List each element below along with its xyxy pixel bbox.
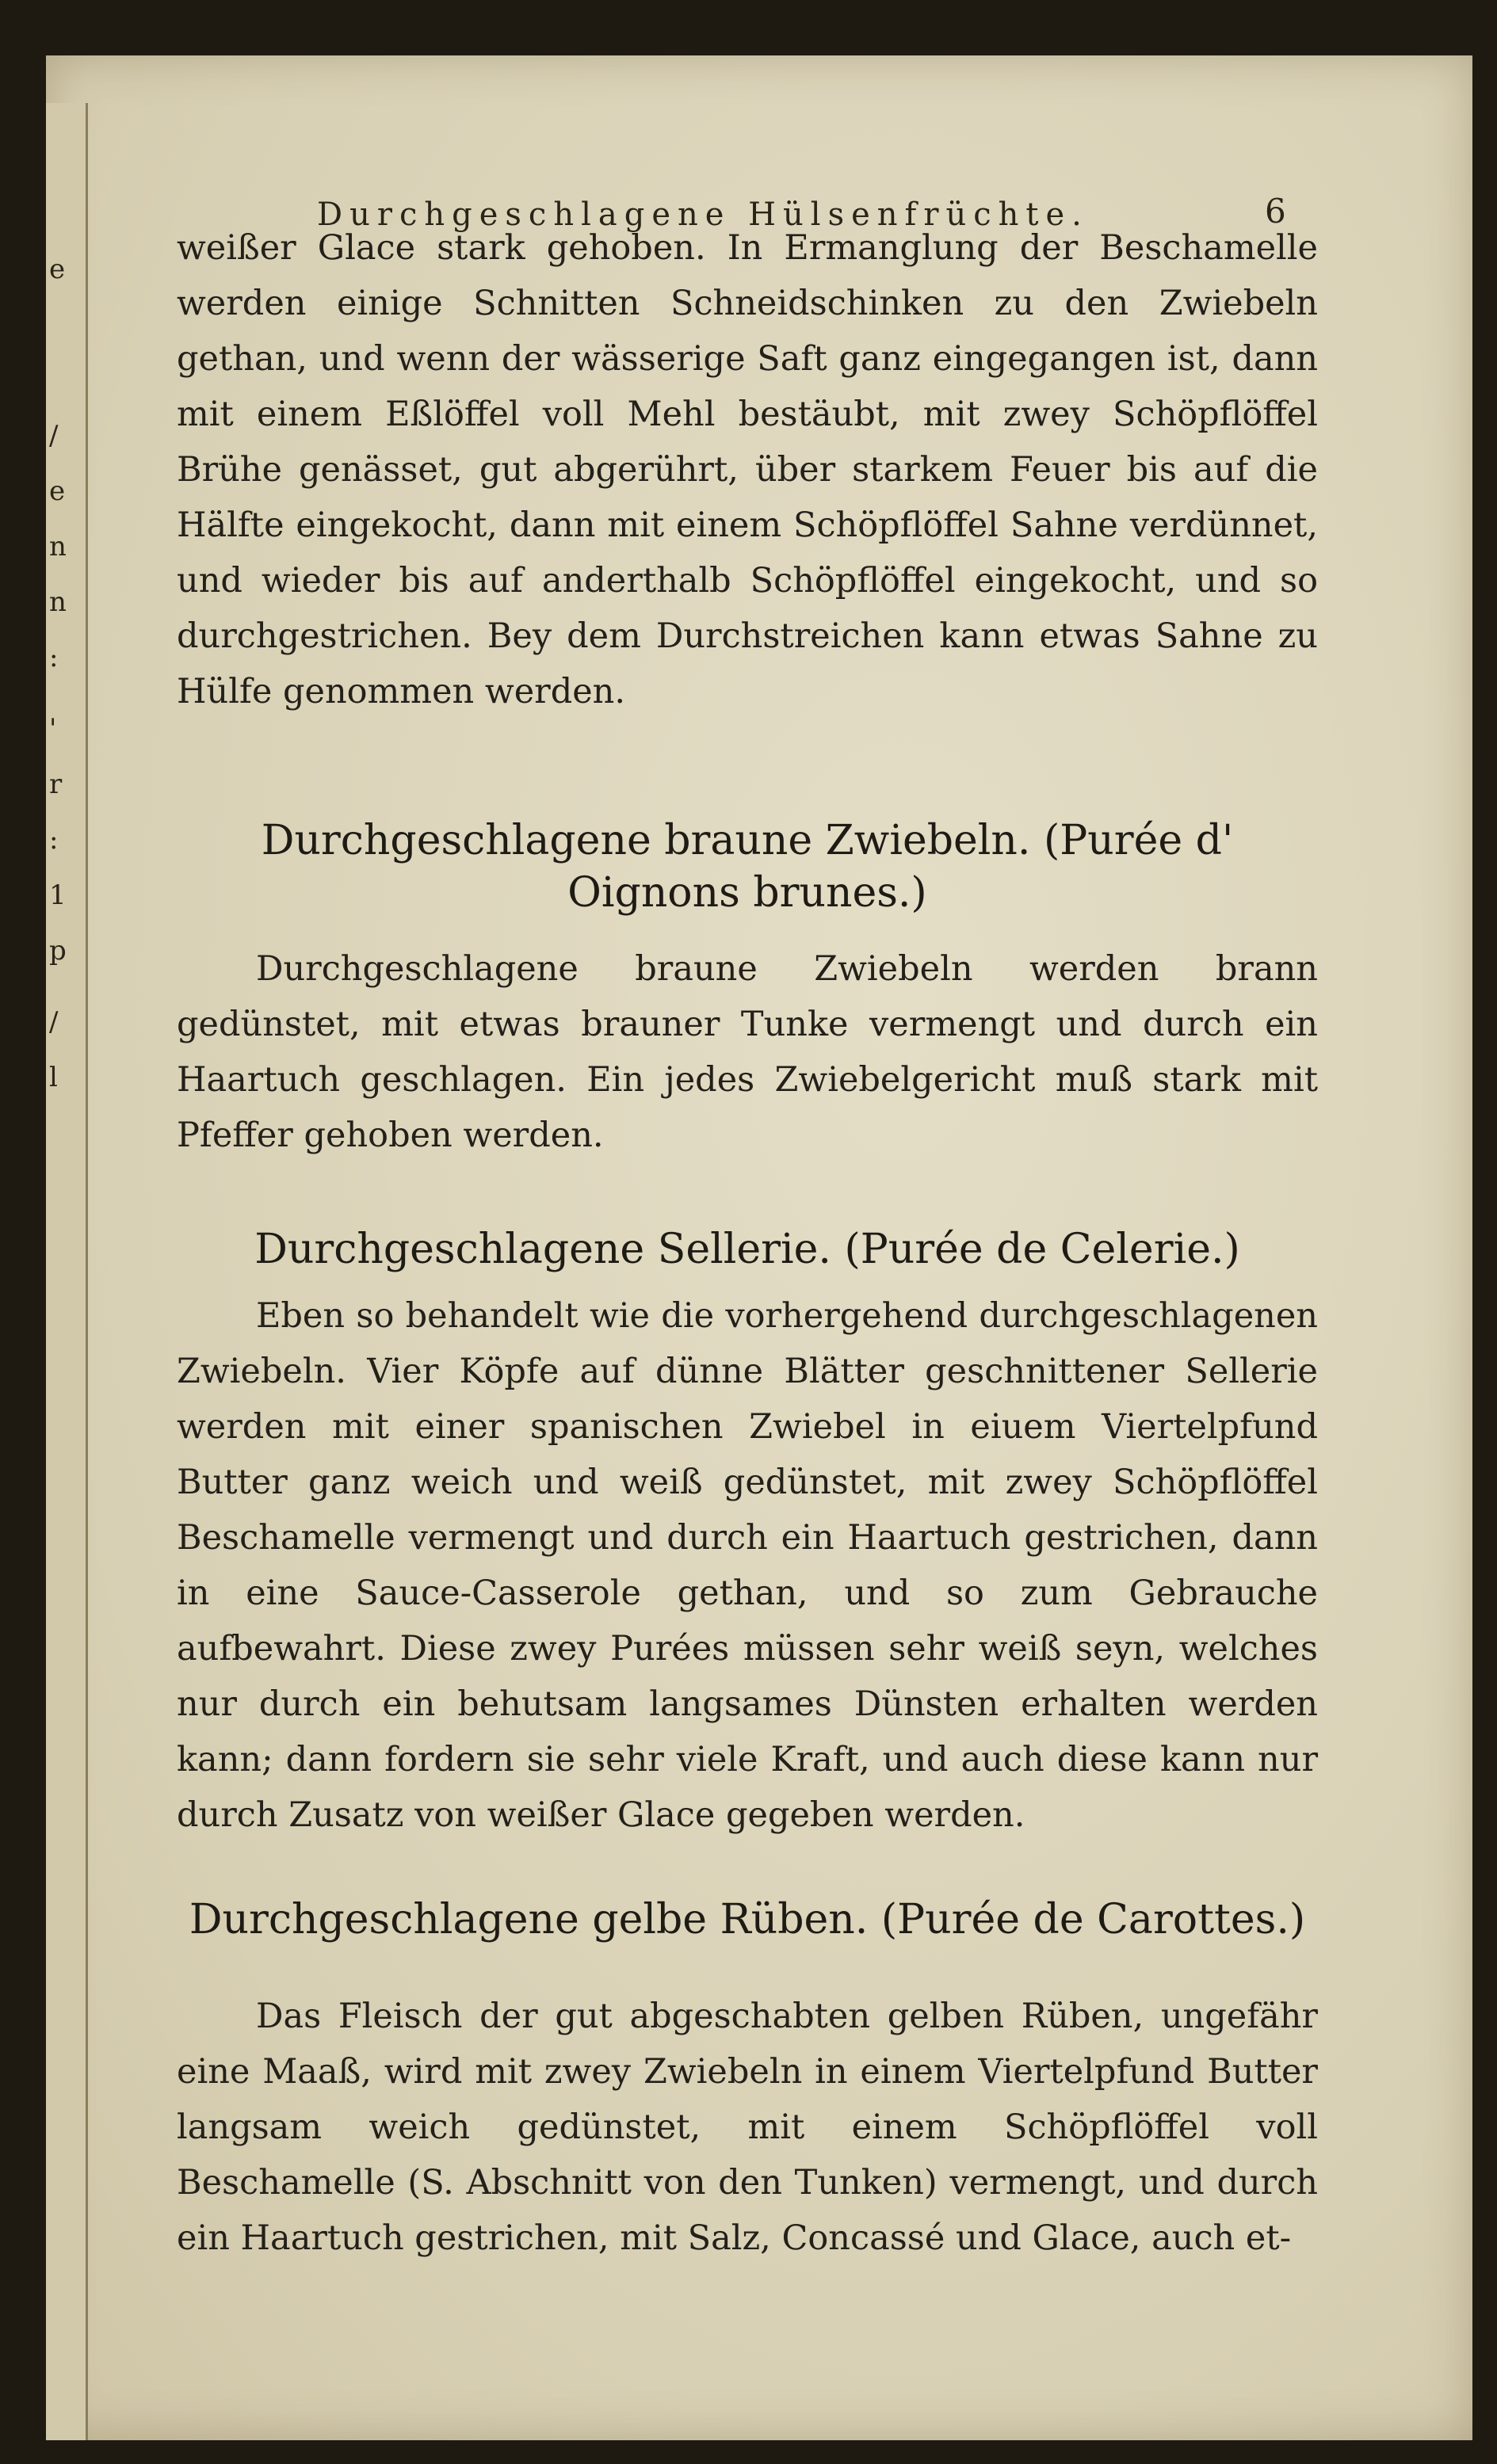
margin-letter: 1 (49, 879, 67, 911)
paragraph-continuation: weißer Glace stark gehoben. In Ermanglung der Beschamelle werden einige Schnitten Schneidschinken zu den Zwiebeln gethan, und wenn der wässerige Saft ganz eingegangen ist, dann mit einem Eßlöffel voll Mehl bestäubt, mit zwey Schöpflöffel Brühe genässet, gut abgerührt, über starkem Feuer bis auf die Hälfte eingekocht, dann mit einem Schöpflöffel Sahne verdünnet, und wieder bis auf anderthalb Schöpflöffel eingekocht, und so durchgestrichen. Bey dem Durchstreichen kann etwas Sahne zu Hülfe genommen werden. (177, 228, 1318, 711)
margin-letter: : (49, 642, 59, 673)
margin-letter: ' (49, 713, 57, 745)
book-page (46, 55, 1472, 2440)
margin-letter: l (49, 1062, 58, 1093)
margin-letter: n (49, 531, 67, 563)
margin-letter: : (49, 824, 59, 856)
margin-letter: r (49, 769, 63, 800)
paragraph-sellerie: Eben so behandelt wie die vorhergehend durchgeschlagenen Zwiebeln. Vier Köpfe auf dünne Blätter geschnittener Sellerie werden mit einer spanischen Zwiebel in eiuem Viertelpfund Butter ganz weich und weiß gedünstet, mit zwey Schöpflöffel Beschamelle vermengt und durch ein Haartuch gestrichen, dann in eine Sauce-Casserole gethan, und so zum Gebrauche aufbewahrt. Diese zwey Purées müssen sehr weiß seyn, welches nur durch ein behutsam langsames Dünsten erhalten werden kann; dann fordern sie sehr viele Kraft, und auch diese kann nur durch Zusatz von weißer Glace gegeben werden. (177, 1296, 1318, 1835)
margin-letter: / (49, 420, 59, 452)
paragraph-gelbe-rueben: Das Fleisch der gut abgeschabten gelben Rüben, ungefähr eine Maaß, wird mit zwey Zwiebeln in einem Viertelpfund Butter langsam weich gedünstet, mit einem Schöpflöffel voll Beschamelle (S. Abschnitt von den Tunken) vermengt, und durch ein Haartuch gestrichen, mit Salz, Concassé und Glace, auch et- (177, 1997, 1318, 2258)
section-heading-gelbe-rueben: Durchgeschlagene gelbe Rüben. (Purée de Carottes.) (189, 1896, 1306, 1943)
margin-letter: / (49, 1006, 59, 1038)
margin-letter: p (49, 935, 67, 967)
page-number: 6 (1265, 192, 1286, 231)
running-head: Durchgeschlagene Hülsenfrüchte. (317, 196, 1089, 233)
paragraph-braune-zwiebeln: Durchgeschlagene braune Zwiebeln werden brann gedünstet, mit etwas brauner Tunke vermengt und durch ein Haartuch geschlagen. Ein jedes Zwiebelgericht muß stark mit Pfeffer gehoben werden. (177, 949, 1318, 1155)
section-heading-sellerie: Durchgeschlagene Sellerie. (Purée de Celerie.) (254, 1226, 1240, 1273)
previous-page-edge (46, 103, 88, 2440)
margin-letter: e (49, 475, 66, 507)
section-heading-braune-zwiebeln: Durchgeschlagene braune Zwiebeln. (Purée d' Oignons brunes.) (261, 817, 1234, 917)
margin-letter: n (49, 586, 67, 618)
margin-letter: e (49, 254, 66, 285)
